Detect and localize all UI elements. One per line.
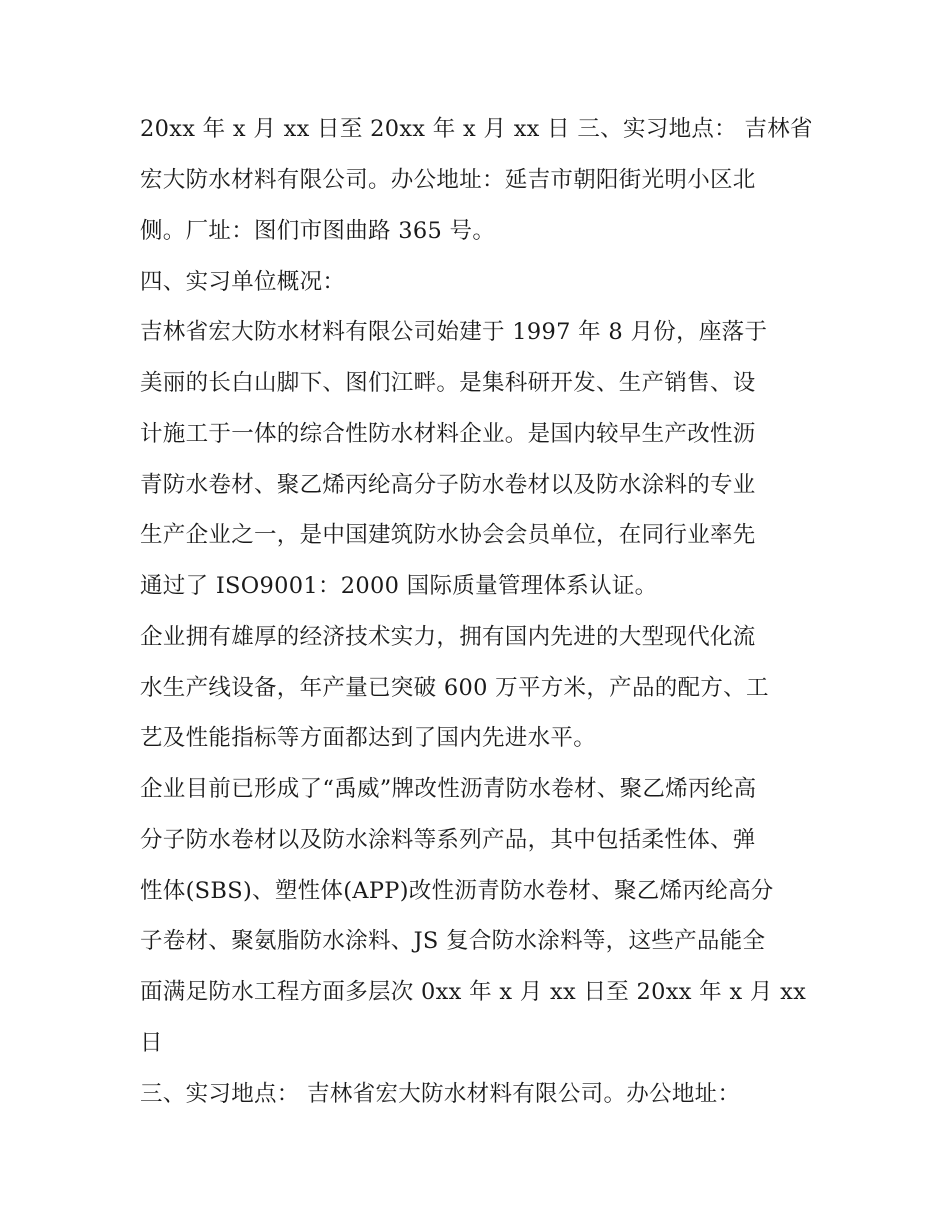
text-line: 通过了 ISO9001：2000 国际质量管理体系认证。 [140, 573, 658, 599]
text-line: 企业目前已形成了“禹威”牌改性沥青防水卷材、聚乙烯丙纶高 [140, 776, 757, 802]
section-heading: 四、实习单位概况： [140, 269, 346, 295]
text-line: 艺及性能指标等方面都达到了国内先进水平。 [140, 725, 597, 751]
text-line: 计施工于一体的综合性防水材料企业。是国内较早生产改性沥 [140, 421, 756, 447]
text-line: 性体(SBS)、塑性体(APP)改性沥青防水卷材、聚乙烯丙纶高分 [140, 878, 774, 904]
text-line: 吉林省宏大防水材料有限公司始建于 1997 年 8 月份，座落于 [140, 319, 768, 345]
text-line: 青防水卷材、聚乙烯丙纶高分子防水卷材以及防水涂料的专业 [140, 472, 756, 498]
text-line: 企业拥有雄厚的经济技术实力，拥有国内先进的大型现代化流 [140, 624, 756, 650]
text-line: 水生产线设备，年产量已突破 600 万平方米，产品的配方、工 [140, 675, 769, 701]
text-line: 子卷材、聚氨脂防水涂料、JS 复合防水涂料等，这些产品能全 [140, 928, 766, 954]
text-line: 宏大防水材料有限公司。办公地址：延吉市朝阳街光明小区北 [140, 167, 756, 193]
text-line: 20xx 年 x 月 xx 日至 20xx 年 x 月 xx 日 三、实习地点： 吉林省 [140, 116, 813, 142]
text-line: 侧。厂址：图们市图曲路 365 号。 [140, 218, 496, 244]
text-line: 面满足防水工程方面多层次 0xx 年 x 月 xx 日至 20xx 年 x 月 xx [140, 979, 807, 1005]
text-line: 美丽的长白山脚下、图们江畔。是集科研开发、生产销售、设 [140, 370, 756, 396]
text-line: 生产企业之一，是中国建筑防水协会会员单位，在同行业率先 [140, 522, 756, 548]
text-line: 分子防水卷材以及防水涂料等系列产品，其中包括柔性体、弹 [140, 827, 756, 853]
text-line: 三、实习地点： 吉林省宏大防水材料有限公司。办公地址： [140, 1081, 741, 1107]
text-line: 日 [140, 1030, 163, 1056]
